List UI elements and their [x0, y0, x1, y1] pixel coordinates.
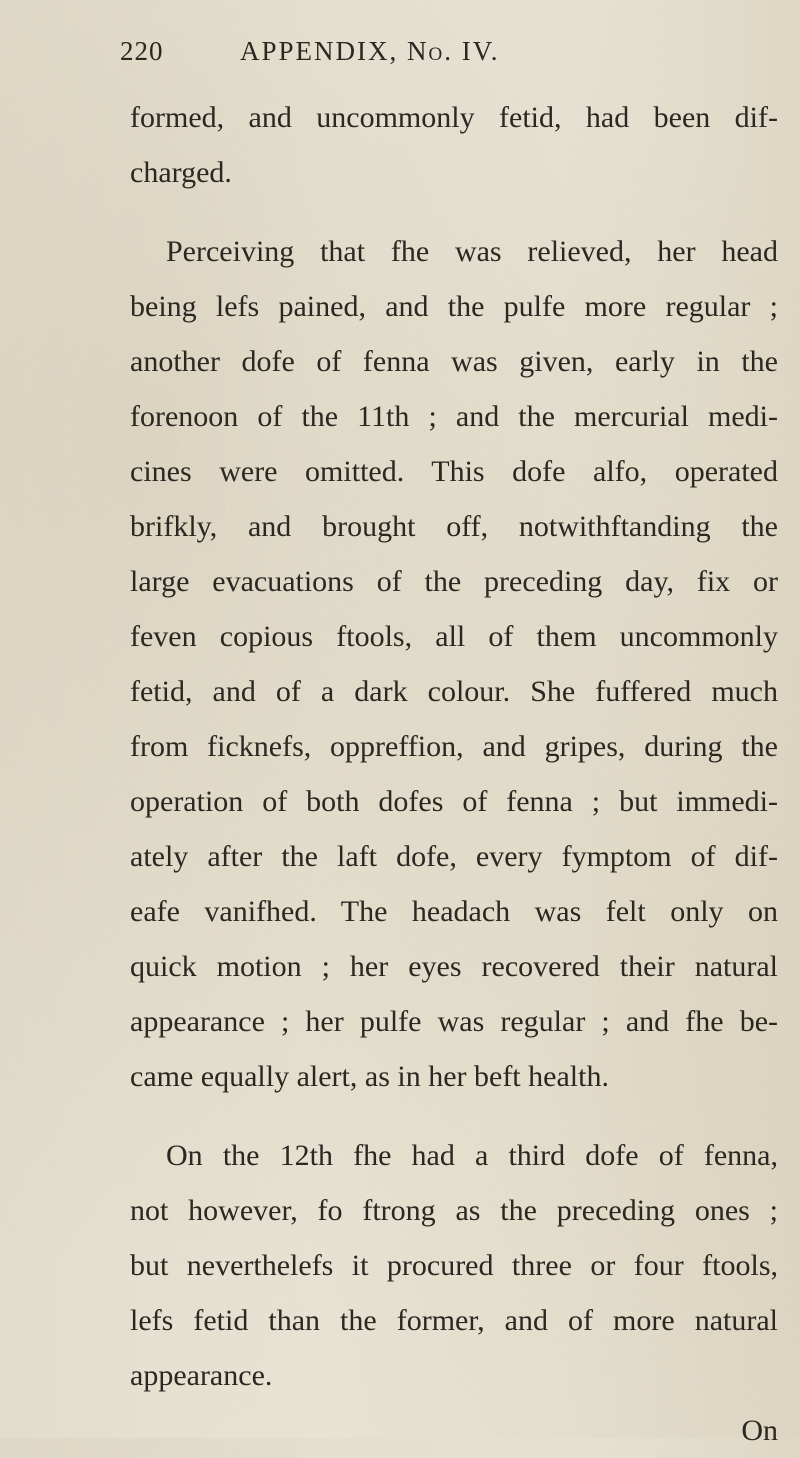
- text-line: came equally alert, as in her beft health.: [130, 1060, 609, 1093]
- text-line: fetid, and of a dark colour. She fuffered much: [130, 675, 778, 708]
- text-line: brifkly, and brought off, notwithftanding the: [130, 510, 778, 543]
- text-line: being lefs pained, and the pulfe more regular ;: [130, 290, 778, 323]
- text-line: from ficknefs, oppreffion, and gripes, during the: [130, 730, 778, 763]
- text-line: cines were omitted. This dofe alfo, operated: [130, 455, 778, 488]
- catchword: On: [741, 1414, 778, 1447]
- page-number: 220: [120, 36, 164, 66]
- text-line: but neverthelefs it procured three or four ftools,: [130, 1249, 778, 1282]
- text-line: eafe vanifhed. The headach was felt only on: [130, 895, 778, 928]
- text-line: another dofe of fenna was given, early in the: [130, 345, 778, 378]
- text-line: large evacuations of the preceding day, fix or: [130, 565, 778, 598]
- paragraph-2: [130, 224, 778, 1104]
- text-line: feven copious ftools, all of them uncommonly: [130, 620, 778, 653]
- text-line: operation of both dofes of fenna ; but immedi-: [130, 785, 778, 818]
- paragraph-gap: [130, 1104, 778, 1128]
- text-line: appearance ; her pulfe was regular ; and fhe be-: [130, 1005, 778, 1038]
- text-line: Perceiving that fhe was relieved, her head: [166, 235, 778, 268]
- paragraph-gap: [130, 200, 778, 224]
- text-line: formed, and uncommonly fetid, had been dif-: [130, 101, 778, 134]
- paragraph-3: [130, 1128, 778, 1403]
- text-line: forenoon of the 11th ; and the mercurial medi-: [130, 400, 778, 433]
- text-line: not however, fo ftrong as the preceding ones ;: [130, 1194, 778, 1227]
- text-line: charged.: [130, 156, 232, 189]
- text-line: On the 12th fhe had a third dofe of fenna,: [166, 1139, 778, 1172]
- paragraph-1: [130, 90, 778, 200]
- body-text: [130, 90, 778, 1458]
- running-title: APPENDIX, No. IV.: [240, 36, 500, 66]
- text-line: ately after the laft dofe, every fymptom of dif-: [130, 840, 778, 873]
- text-line: lefs fetid than the former, and of more natural: [130, 1304, 778, 1337]
- running-head: [120, 36, 780, 76]
- text-line: quick motion ; her eyes recovered their natural: [130, 950, 778, 983]
- text-line: appearance.: [130, 1359, 273, 1392]
